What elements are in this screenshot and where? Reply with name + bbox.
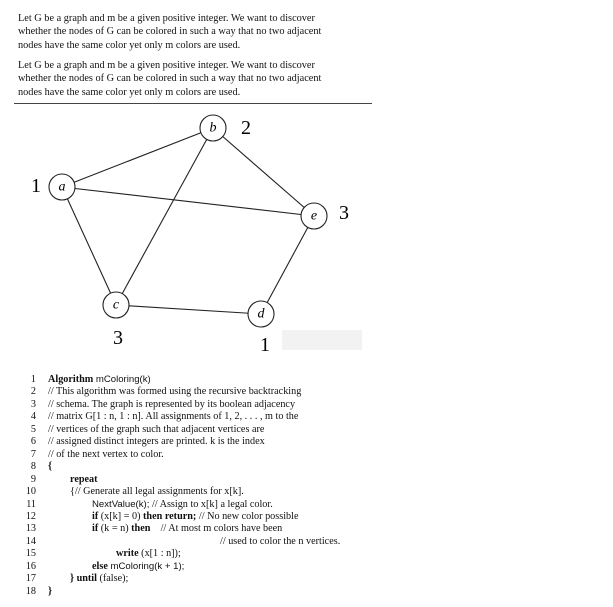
node-label-e: e — [310, 208, 318, 224]
code-line: 11 NextValue(k); // Assign to x[k] a legal color. — [26, 498, 273, 510]
edge-a-c — [62, 187, 116, 305]
code-line: 6 // assigned distinct integers are printed. k is the index — [30, 436, 265, 448]
code-line: 1 Algorithm mColoring(k) — [30, 374, 151, 385]
graph-figure — [0, 104, 400, 356]
paragraph-line: whether the nodes of G can be colored in such a way that no two adjacent — [18, 26, 322, 38]
edge-a-e — [62, 187, 314, 216]
edge-c-d — [116, 305, 261, 314]
node-label-d: d — [257, 306, 265, 322]
node-label-a: a — [58, 179, 66, 195]
code-line: 14 // used to color the n vertices. — [25, 535, 341, 547]
paragraph-line: nodes have the same color yet only m colors are used. — [18, 86, 241, 98]
edge-a-b — [62, 128, 213, 187]
code-line: 3 // schema. The graph is represented by its boolean adjacency — [30, 398, 296, 410]
code-line: 4 // matrix G[1 : n, 1 : n]. All assignments of 1, 2, . . . , m to the — [30, 411, 299, 423]
code-line: 7 // of the next vertex to color. — [30, 448, 164, 460]
scan-smudge — [282, 330, 362, 350]
code-line: 10 {// Generate all legal assignments for x[k]. — [25, 486, 244, 498]
code-line: 15 write (x[1 : n]); — [25, 548, 181, 560]
edge-b-e — [213, 128, 314, 216]
code-line: 5 // vertices of the graph such that adjacent vertices are — [30, 423, 265, 435]
paragraph-line: nodes have the same color yet only m colors are used. — [18, 39, 241, 51]
code-line: 16 else mColoring(k + 1); — [25, 560, 185, 572]
code-line: 17 } until (false); — [25, 573, 129, 585]
edge-d-e — [261, 216, 314, 314]
code-line: 18 } — [25, 585, 53, 597]
code-line: 12 if (x[k] = 0) then return; // No new color possible — [25, 510, 299, 522]
code-line: 2 // This algorithm was formed using the recursive backtracking — [30, 386, 302, 398]
color-label-c: 3 — [113, 327, 123, 349]
color-label-a: 1 — [31, 175, 41, 197]
color-label-e: 3 — [339, 202, 349, 224]
color-label-b: 2 — [241, 117, 251, 139]
edge-b-c — [116, 128, 213, 305]
code-line: 13 if (k = n) then // At most m colors have been — [25, 523, 283, 535]
intro-paragraph-repeat — [18, 59, 430, 99]
paragraph-line: Let G be a graph and m be a given positive integer. We want to discover — [18, 60, 315, 71]
paragraph-line: Let G be a graph and m be a given positive integer. We want to discover — [18, 13, 315, 24]
code-line: 8 { — [30, 461, 53, 473]
code-line: 9 repeat — [30, 473, 98, 485]
intro-paragraph — [18, 12, 430, 52]
color-label-d: 1 — [260, 334, 270, 356]
node-label-b: b — [209, 120, 217, 136]
node-label-c: c — [112, 297, 120, 313]
paragraph-line: whether the nodes of G can be colored in such a way that no two adjacent — [18, 73, 322, 85]
algorithm-listing — [20, 374, 400, 598]
